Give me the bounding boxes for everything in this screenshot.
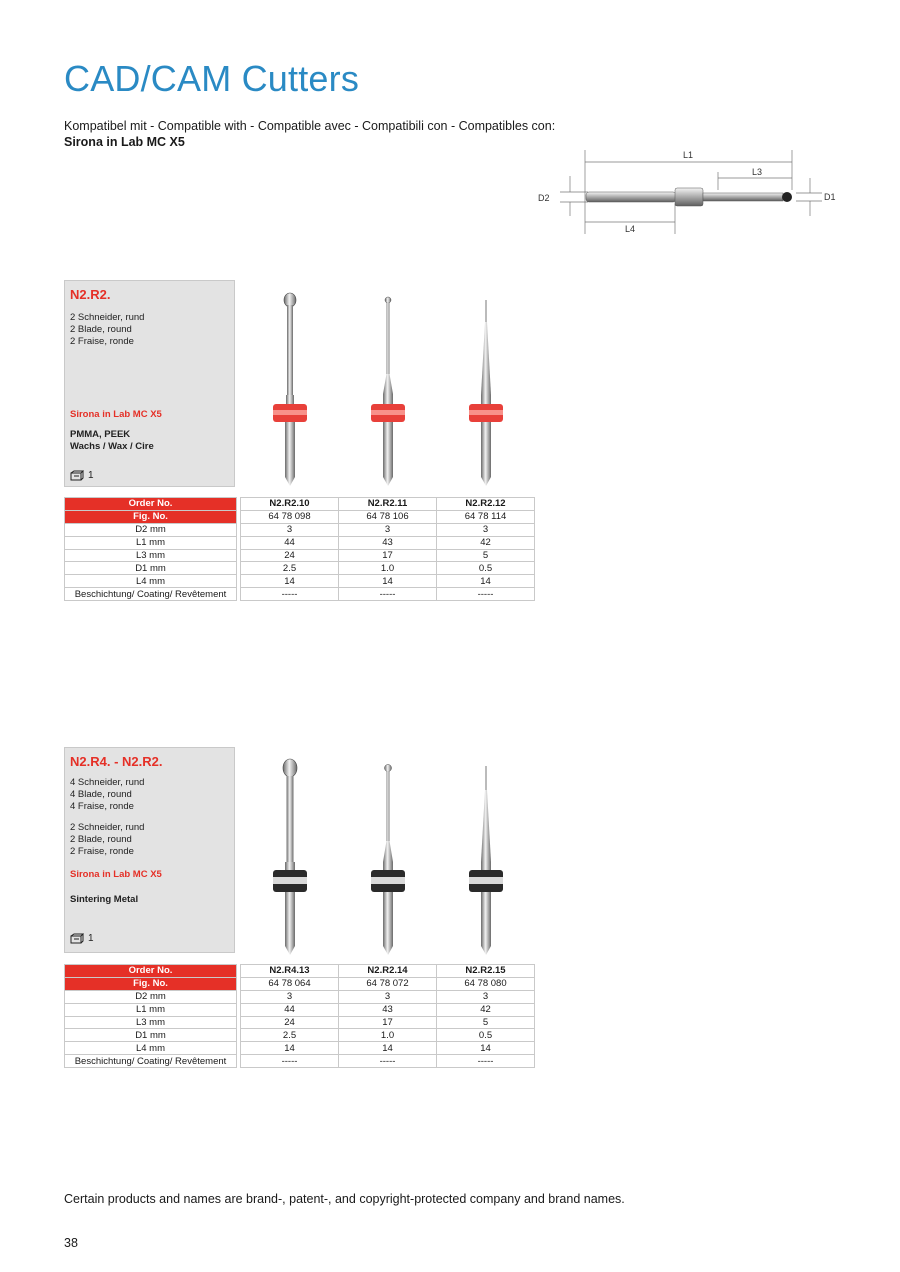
section-1-code: N2.R2. (70, 287, 111, 302)
cell: 14 (339, 575, 437, 588)
diagram-D1: D1 (824, 192, 836, 202)
table-row (65, 1029, 535, 1042)
description-line: 2 Schneider, rund (70, 312, 145, 323)
row-label: D2 mm (65, 523, 237, 536)
cell: 17 (339, 1016, 437, 1029)
description-line: 4 Fraise, ronde (70, 801, 134, 812)
row-label: Beschichtung/ Coating/ Revêtement (65, 1055, 237, 1068)
section-2-code: N2.R4. - N2.R2. (70, 754, 163, 769)
footer-note: Certain products and names are brand-, patent-, and copyright-protected company and brand names. (64, 1192, 625, 1206)
page-number: 38 (64, 1236, 78, 1250)
cell: 3 (241, 523, 339, 536)
order-number: N2.R2.12 (437, 498, 535, 511)
description-line: 4 Schneider, rund (70, 777, 145, 788)
fig-number: 64 78 064 (241, 977, 339, 990)
cell: 14 (339, 1042, 437, 1055)
section-2-pack (70, 933, 94, 944)
table-row (65, 575, 535, 588)
order-number: N2.R4.13 (241, 965, 339, 978)
cell: 14 (437, 575, 535, 588)
row-label: L3 mm (65, 1016, 237, 1029)
table-row (65, 588, 535, 601)
cell: 14 (437, 1042, 535, 1055)
table-row (65, 1016, 535, 1029)
cell: 44 (241, 536, 339, 549)
cell: 42 (437, 1003, 535, 1016)
cell: 2.5 (241, 562, 339, 575)
row-label: L1 mm (65, 536, 237, 549)
fig-number: 64 78 106 (339, 510, 437, 523)
material-line: Wachs / Wax / Cire (70, 441, 154, 452)
cell: 44 (241, 1003, 339, 1016)
section-2-material (70, 894, 138, 906)
cell: 3 (339, 523, 437, 536)
row-label: L4 mm (65, 575, 237, 588)
order-number: N2.R2.10 (241, 498, 339, 511)
cell: 43 (339, 536, 437, 549)
cell: 24 (241, 1016, 339, 1029)
tool-image-N2R210 (270, 290, 310, 490)
tool-image-N2R211 (368, 294, 408, 490)
table-row (65, 1003, 535, 1016)
cell: 5 (437, 549, 535, 562)
section-2-info-panel (64, 747, 235, 953)
section-1-description (70, 312, 144, 348)
cell: 3 (437, 523, 535, 536)
cell: ----- (339, 1055, 437, 1068)
fig-number: 64 78 098 (241, 510, 339, 523)
cell: 3 (241, 990, 339, 1003)
table-row (65, 990, 535, 1003)
cell: 3 (339, 990, 437, 1003)
description-line: 2 Blade, round (70, 834, 132, 845)
table-row (65, 510, 535, 523)
cell: 0.5 (437, 562, 535, 575)
diagram-L4: L4 (624, 224, 636, 234)
section-1-pack (70, 470, 94, 481)
order-number: N2.R2.14 (339, 965, 437, 978)
cell: 1.0 (339, 562, 437, 575)
compatibility-note (64, 118, 555, 150)
tool-image-N2R212 (466, 300, 506, 490)
section-2-spec-table (64, 964, 535, 1068)
cell: ----- (437, 1055, 535, 1068)
section-2-description-2 (70, 822, 144, 858)
tool-image-N2R413 (270, 756, 310, 956)
dimension-diagram (530, 146, 840, 238)
cell: 17 (339, 549, 437, 562)
table-row (65, 1042, 535, 1055)
cell: ----- (241, 588, 339, 601)
description-line: 2 Fraise, ronde (70, 846, 134, 857)
row-label: L3 mm (65, 549, 237, 562)
diagram-L3: L3 (751, 167, 763, 177)
description-line: 2 Fraise, ronde (70, 336, 134, 347)
section-1-spec-table (64, 497, 535, 601)
fig-number: 64 78 114 (437, 510, 535, 523)
order-number: N2.R2.15 (437, 965, 535, 978)
order-no-header: Order No. (65, 498, 237, 511)
fig-number: 64 78 072 (339, 977, 437, 990)
table-row (65, 977, 535, 990)
pack-quantity: 1 (88, 470, 94, 481)
section-2-description (70, 777, 144, 813)
compatibility-system: Sirona in Lab MC X5 (64, 135, 185, 149)
description-line: 2 Schneider, rund (70, 822, 145, 833)
cell: 43 (339, 1003, 437, 1016)
row-label: D1 mm (65, 562, 237, 575)
cell: 24 (241, 549, 339, 562)
description-line: 4 Blade, round (70, 789, 132, 800)
row-label: Beschichtung/ Coating/ Revêtement (65, 588, 237, 601)
cell: 5 (437, 1016, 535, 1029)
material-line: PMMA, PEEK (70, 429, 131, 440)
cell: 3 (437, 990, 535, 1003)
fig-no-header: Fig. No. (65, 977, 237, 990)
tool-image-N2R214 (368, 760, 408, 956)
cell: 14 (241, 575, 339, 588)
row-label: L4 mm (65, 1042, 237, 1055)
section-1-material (70, 429, 154, 453)
table-row (65, 523, 535, 536)
table-row (65, 549, 535, 562)
order-no-header: Order No. (65, 965, 237, 978)
package-icon (70, 933, 84, 944)
fig-number: 64 78 080 (437, 977, 535, 990)
diagram-D2: D2 (538, 193, 550, 203)
cell: 0.5 (437, 1029, 535, 1042)
section-2-brand: Sirona in Lab MC X5 (70, 869, 162, 880)
package-icon (70, 470, 84, 481)
table-row (65, 562, 535, 575)
cell: 42 (437, 536, 535, 549)
cell: ----- (241, 1055, 339, 1068)
cell: ----- (339, 588, 437, 601)
row-label: L1 mm (65, 1003, 237, 1016)
cell: 2.5 (241, 1029, 339, 1042)
cell: 1.0 (339, 1029, 437, 1042)
order-number: N2.R2.11 (339, 498, 437, 511)
row-label: D2 mm (65, 990, 237, 1003)
cell: 14 (241, 1042, 339, 1055)
compatibility-line: Kompatibel mit - Compatible with - Compatible avec - Compatibili con - Compatibles con: (64, 119, 556, 133)
diagram-L1: L1 (682, 150, 694, 160)
table-row (65, 536, 535, 549)
fig-no-header: Fig. No. (65, 510, 237, 523)
table-row (65, 498, 535, 511)
cell: ----- (437, 588, 535, 601)
pack-quantity: 1 (88, 933, 94, 944)
section-1-brand: Sirona in Lab MC X5 (70, 409, 162, 420)
description-line: 2 Blade, round (70, 324, 132, 335)
table-row (65, 1055, 535, 1068)
tool-image-N2R215 (466, 766, 506, 956)
section-1-info-panel (64, 280, 235, 487)
table-row (65, 965, 535, 978)
row-label: D1 mm (65, 1029, 237, 1042)
material-line: Sintering Metal (70, 894, 139, 905)
page-title: CAD/CAM Cutters (64, 58, 360, 99)
